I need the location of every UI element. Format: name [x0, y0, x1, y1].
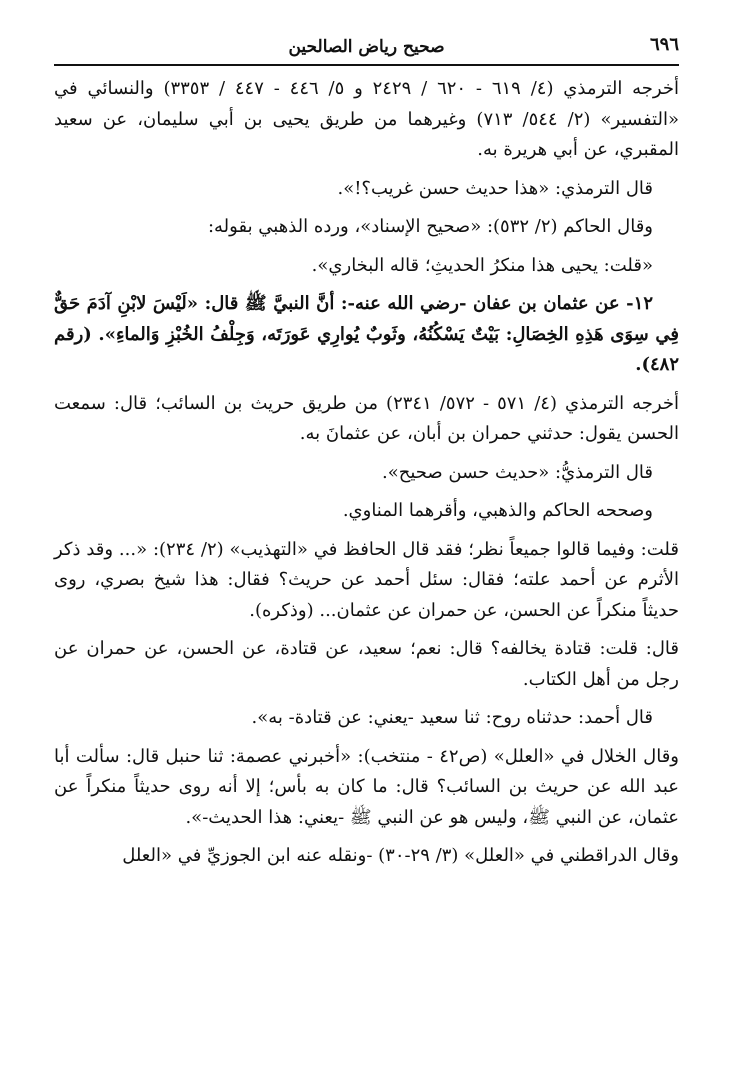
- paragraph-dhahabi-quote: «قلت: يحيى هذا منكرُ الحديثِ؛ قاله البخاري».: [311, 254, 653, 276]
- paragraph-qultu: قلت: وفيما قالوا جميعاً نظر؛ فقد قال الحافظ في «التهذيب» (٢/ ٢٣٤): «... وقد ذكر الأثرم عن أحمد علته؛ فقال: سئل أحمد عن حريث؟ فقال: هذا شيخ بصري، روى حديثاً منكراً عن الحسن، عن حمران عن عثمان... (وذكره).: [54, 538, 679, 621]
- paragraph-khallal: وقال الخلال في «العلل» (ص٤٢ - منتخب): «أخبرني عصمة: ثنا حنبل قال: سألت أبا عبد الله عن حريث بن السائب؟ قال: ما كان به بأس؛ إلا أنه روى حديثاً منكراً عن عثمان، عن النبي ﷺ، وليس هو عن النبي ﷺ -يعني: هذا الحديث-».: [54, 745, 679, 828]
- book-page: [54, 30, 679, 880]
- paragraph-sahhahu: وصححه الحاكم والذهبي، وأقرهما المناوي.: [342, 500, 653, 521]
- paragraph-takhrij-1: أخرجه الترمذي (٤/ ٦١٩ - ٦٢٠ / ٢٤٢٩ و ٥/ ٤٤٦ - ٤٤٧ / ٣٣٥٣) والنسائي في «التفسير» (٢/ ٥٤٤/ ٧١٣) وغيرهما من طريق يحيى بن أبي سليمان، عن سعيد المقبري، عن أبي هريرة به.: [54, 78, 679, 160]
- paragraph-qatada: قال: قلت: قتادة يخالفه؟ قال: نعم؛ سعيد، عن قتادة، عن الحسن، عن حمران عن رجل من أهل الكتاب.: [54, 638, 679, 690]
- page-number: ٦٩٦: [649, 34, 679, 55]
- hadith-12: ١٢- عن عثمان بن عفان -رضي الله عنه-: أنَّ النبيَّ ﷺ قال: «لَيْسَ لابْنِ آدَمَ حَقٌّ فِي سِوَى هَذِهِ الخِصَالِ: بَيْتٌ يَسْكُنُهُ، وثَوبٌ يُوارِي عَورَتَه، وَجِلْفُ الخُبْزِ وَالماءِ». (رقم ٤٨٢).: [54, 293, 679, 375]
- paragraph-daraqutni: وقال الدراقطني في «العلل» (٣/ ٢٩-٣٠) -ونقله عنه ابن الجوزيِّ في «العلل: [122, 845, 679, 866]
- page-body: [54, 74, 679, 872]
- paragraph-tirmidhi-2: قال الترمذيُّ: «حديث حسن صحيح».: [382, 461, 653, 483]
- paragraph-ahmad: قال أحمد: حدثناه روح: ثنا سعيد -يعني: عن قتادة- به».: [251, 707, 653, 728]
- paragraph-takhrij-2: أخرجه الترمذي (٤/ ٥٧١ - ٥٧٢/ ٢٣٤١) من طريق حريث بن السائب؛ قال: سمعت الحسن يقول: حدثني حمران بن أبان، عن عثمانَ به.: [54, 392, 679, 444]
- page-header: [54, 30, 679, 66]
- running-title: صحيح رياض الصالحين: [288, 37, 445, 57]
- paragraph-hakim: وقال الحاكم (٢/ ٥٣٢): «صحيح الإسناد»، ورده الذهبي بقوله:: [207, 216, 653, 237]
- paragraph-tirmidhi-1: قال الترمذي: «هذا حديث حسن غريب؟!».: [337, 177, 653, 199]
